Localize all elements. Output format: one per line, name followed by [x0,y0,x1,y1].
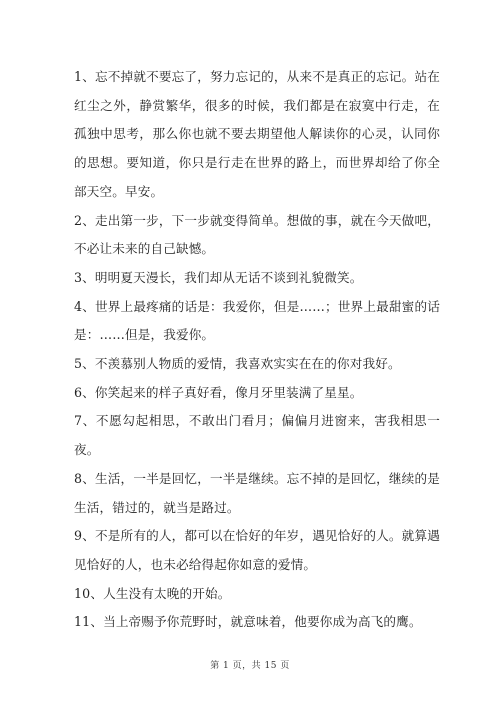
paragraph-11: 11、当上帝赐予你荒野时，就意味着，他要你成为高飞的鹰。 [74,614,422,630]
paragraph-3: 3、明明夏天漫长，我们却从无话不谈到礼貌微笑。 [74,269,363,285]
paragraph-8: 8、生活，一半是回忆，一半是继续。忘不掉的是回忆，继续的是生活，错过的，就当是路过。 [74,470,440,515]
paragraph-10: 10、人生没有太晚的开始。 [74,585,231,601]
document-body [74,63,440,637]
paragraph-7: 7、不愿勾起相思，不敢出门看月；偏偏月进窗来，害我相思一夜。 [74,413,440,458]
page-number-footer: 第 1 页，共 15 页 [210,661,290,671]
paragraph-6: 6、你笑起来的样子真好看，像月牙里装满了星星。 [74,384,363,400]
paragraph-5: 5、不羡慕别人物质的爱情，我喜欢实实在在的你对我好。 [74,356,401,372]
paragraph-2: 2、走出第一步，下一步就变得简单。想做的事，就在今天做吧，不必让未来的自己缺憾。 [74,212,440,257]
paragraph-4: 4、世界上最疼痛的话是：我爱你，但是……；世界上最甜蜜的话是：……但是，我爱你。 [74,298,440,343]
paragraph-1: 1、忘不掉就不要忘了，努力忘记的，从来不是真正的忘记。站在红尘之外，静赏繁华，很多的时候，我们都是在寂寞中行走，在孤独中思考，那么你也就不要去期望他人解读你的心灵，认同你的思想。要知道，你只是行走在世界的路上，而世界却给了你全部天空。早安。 [74,69,440,199]
paragraph-9: 9、不是所有的人，都可以在恰好的年岁，遇见恰好的人。就算遇见恰好的人，也未必给得起你如意的爱情。 [74,528,440,572]
